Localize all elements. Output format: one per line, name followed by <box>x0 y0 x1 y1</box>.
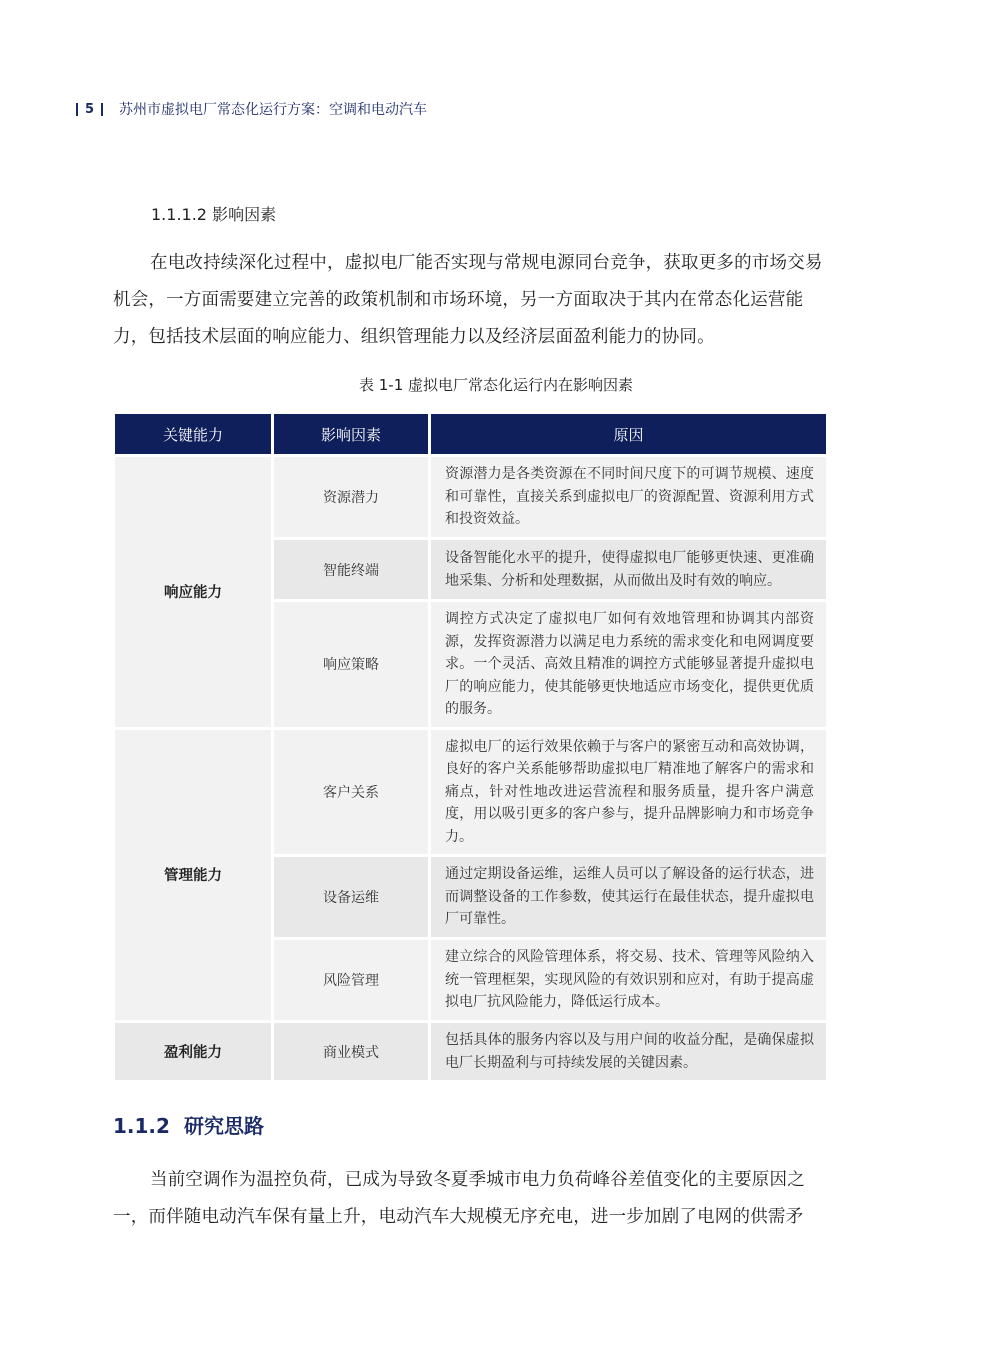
reason-cell: 资源潜力是各类资源在不同时间尺度下的可调节规模、速度和可靠性，直接关系到虚拟电厂的资源配置、资源利用方式和投资效益。 <box>431 457 826 537</box>
table-header-row <box>115 414 826 454</box>
page-header <box>76 99 427 119</box>
header-reason: 原因 <box>431 414 826 454</box>
reason-cell: 虚拟电厂的运行效果依赖于与客户的紧密互动和高效协调，良好的客户关系能够帮助虚拟电厂精准地了解客户的需求和痛点，针对性地改进运营流程和服务质量，提升客户满意度，用以吸引更多的客户参与，提升品牌影响力和市场竞争力。 <box>431 730 826 855</box>
capability-cell: 盈利能力 <box>115 1023 271 1080</box>
factor-cell: 风险管理 <box>274 940 428 1020</box>
header-title: 苏州市虚拟电厂常态化运行方案：空调和电动汽车 <box>119 102 428 118</box>
factors-table <box>112 411 829 1083</box>
table-row <box>115 457 826 537</box>
capability-cell: 管理能力 <box>115 730 271 1021</box>
table-row <box>115 1023 826 1080</box>
factor-cell: 响应策略 <box>274 602 428 727</box>
reason-cell: 调控方式决定了虚拟电厂如何有效地管理和协调其内部资源，发挥资源潜力以满足电力系统的需求变化和电网调度要求。一个灵活、高效且精准的调控方式能够显著提升虚拟电厂的响应能力，使其能够更快地适应市场变化，提供更优质的服务。 <box>431 602 826 727</box>
table-caption: 表 1-1 虚拟电厂常态化运行内在影响因素 <box>358 376 634 394</box>
factor-cell: 智能终端 <box>274 540 428 599</box>
reason-cell: 包括具体的服务内容以及与用户间的收益分配，是确保虚拟电厂长期盈利与可持续发展的关键因素。 <box>431 1023 826 1080</box>
paragraph-1: 在电改持续深化过程中，虚拟电厂能否实现与常规电源同台竞争，获取更多的市场交易机会，一方面需要建立完善的政策机制和市场环境，另一方面取决于其内在常态化运营能力，包括技术层面的响应能力、组织管理能力以及经济层面盈利能力的协同。 <box>113 253 823 347</box>
factor-cell: 资源潜力 <box>274 457 428 537</box>
page-number: 5 <box>85 101 95 117</box>
factor-cell: 客户关系 <box>274 730 428 855</box>
header-bar-left <box>76 103 78 116</box>
factor-cell: 商业模式 <box>274 1023 428 1080</box>
capability-cell: 响应能力 <box>115 457 271 727</box>
table-row <box>115 730 826 855</box>
reason-cell: 建立综合的风险管理体系，将交易、技术、管理等风险纳入统一管理框架，实现风险的有效识别和应对，有助于提高虚拟电厂抗风险能力，降低运行成本。 <box>431 940 826 1020</box>
header-factor: 影响因素 <box>274 414 428 454</box>
header-bar-right <box>101 103 103 116</box>
section-title: 研究思路 <box>183 1114 264 1138</box>
factor-cell: 设备运维 <box>274 857 428 937</box>
paragraph-2: 当前空调作为温控负荷，已成为导致冬夏季城市电力负荷峰谷差值变化的主要原因之一，而伴随电动汽车保有量上升，电动汽车大规模无序充电，进一步加剧了电网的供需矛 <box>113 1170 805 1227</box>
section-heading <box>113 1110 264 1139</box>
reason-cell: 通过定期设备运维，运维人员可以了解设备的运行状态，进而调整设备的工作参数，使其运行在最佳状态，提升虚拟电厂可靠性。 <box>431 857 826 937</box>
section-number: 1.1.2 <box>113 1114 170 1138</box>
header-capability: 关键能力 <box>115 414 271 454</box>
reason-cell: 设备智能化水平的提升，使得虚拟电厂能够更快速、更准确地采集、分析和处理数据，从而做出及时有效的响应。 <box>431 540 826 599</box>
subsection-heading: 1.1.1.2 影响因素 <box>151 205 277 224</box>
